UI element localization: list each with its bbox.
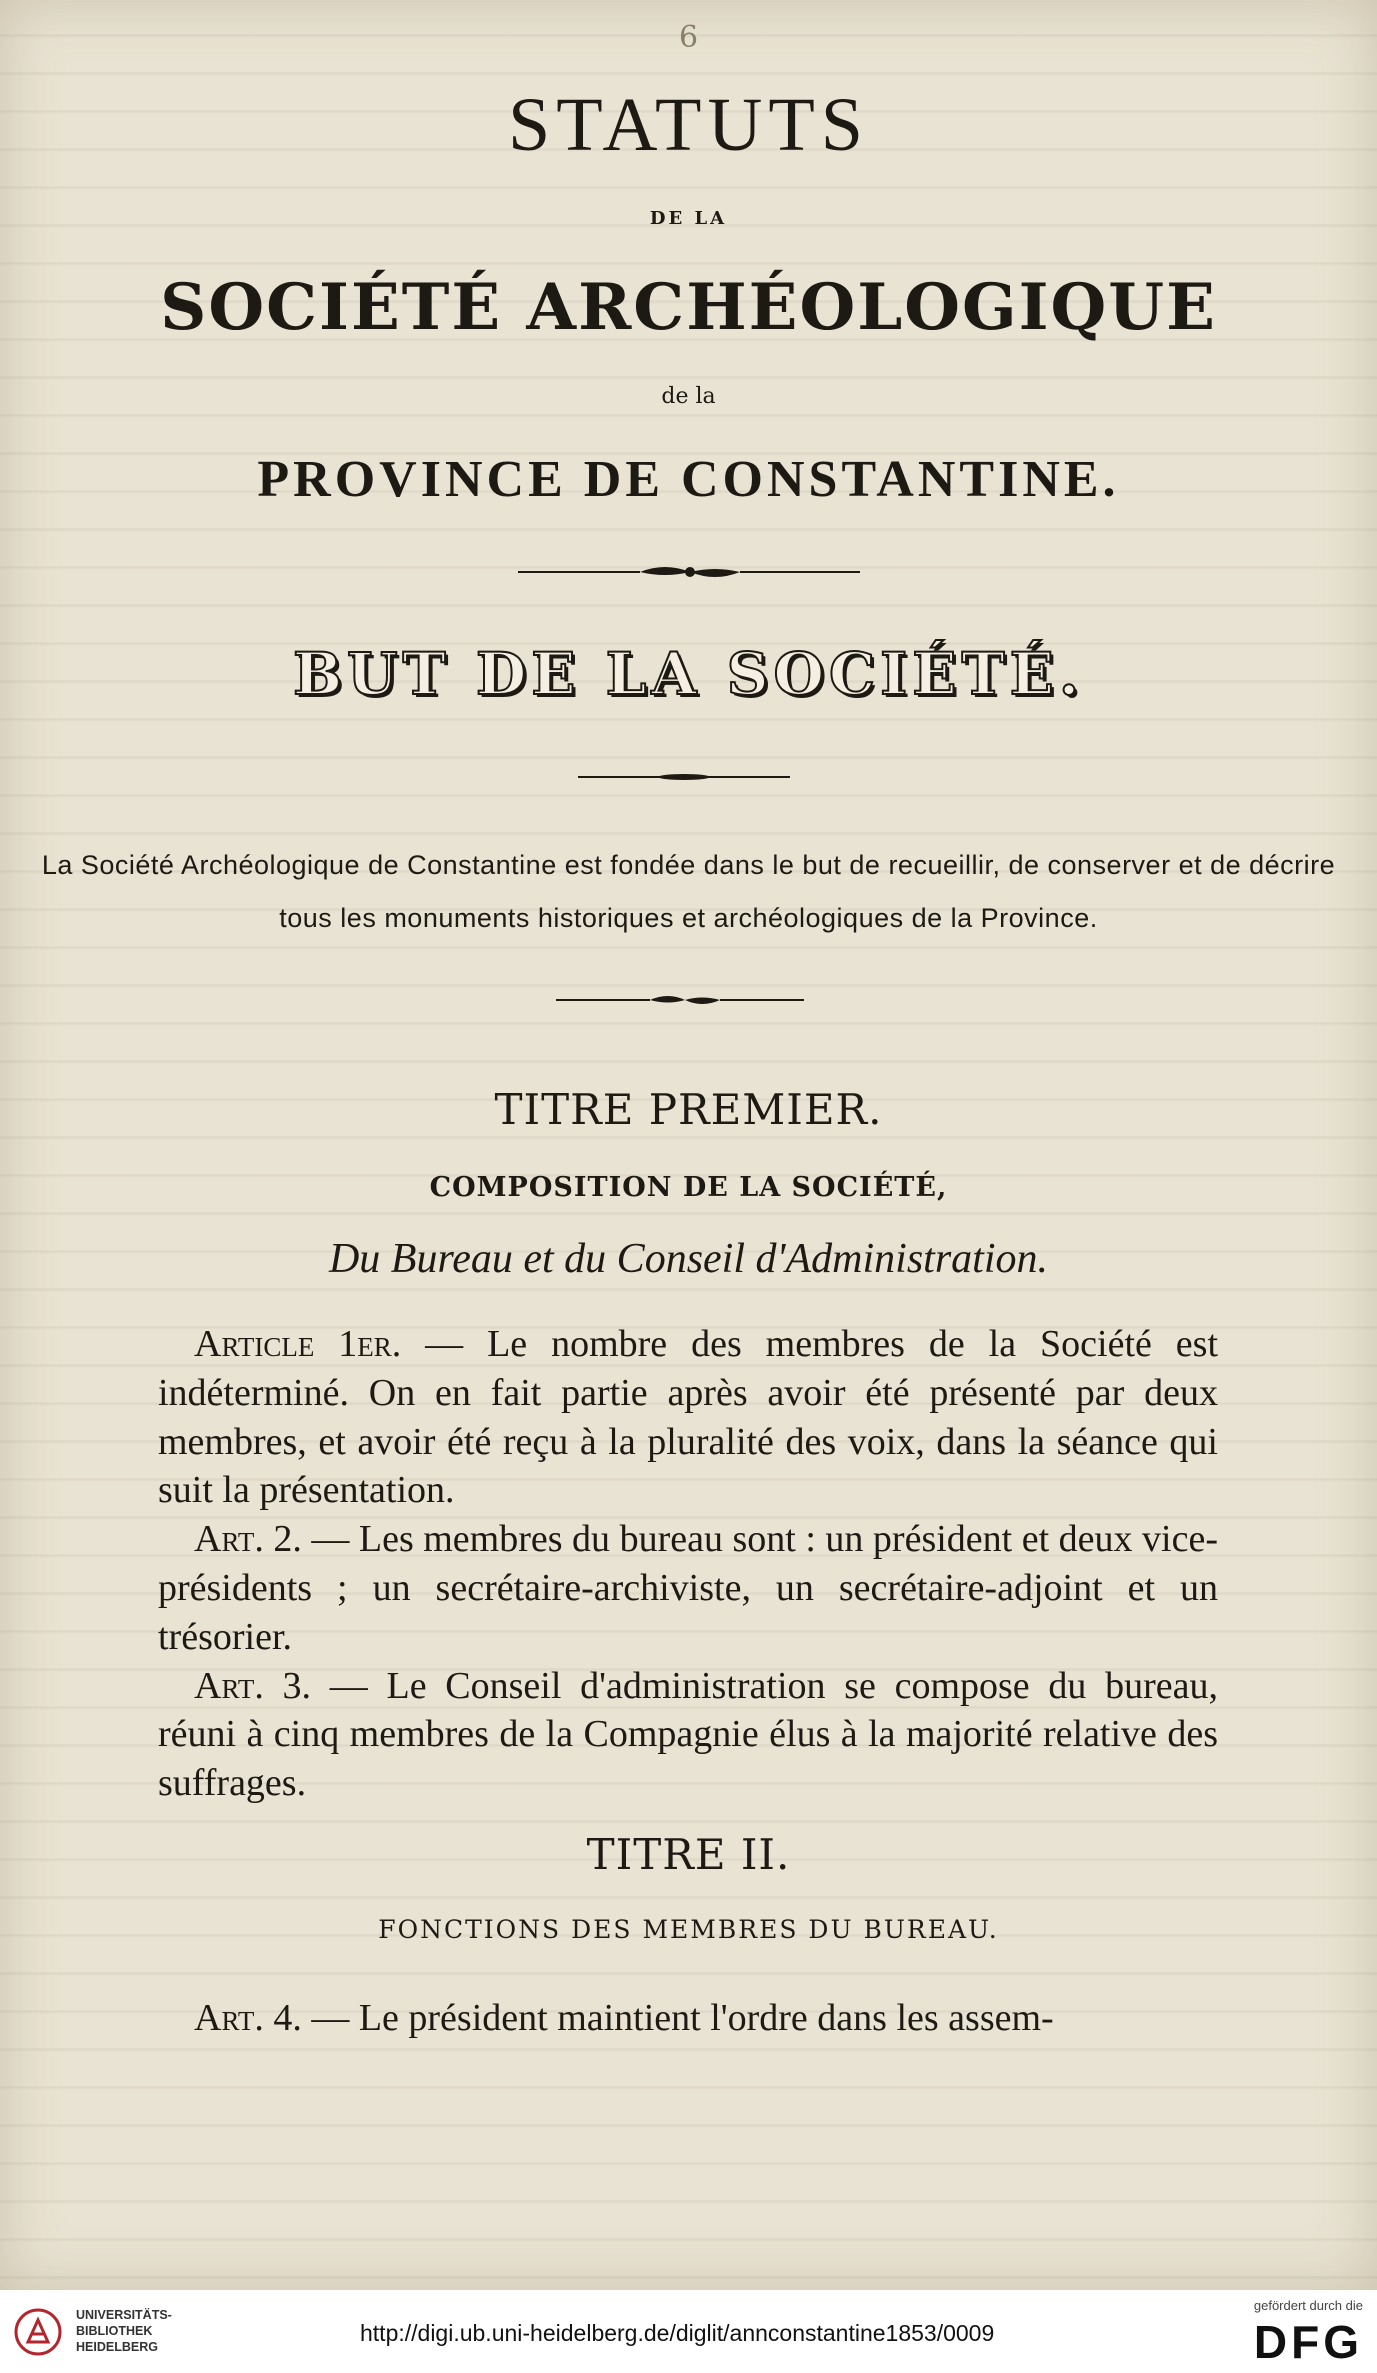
article-label: Art. 2. (194, 1518, 302, 1561)
article-text: — Le nombre des membres de la Société est indéterminé. On en fait partie après avoir été présenté par deux membres, et avoir été reçu à la pluralité des voix, dans la séance qui suit la présentation. (158, 1323, 1219, 1512)
purpose-text-line-2: tous les monuments historiques et archéologiques de la Province. (279, 903, 1098, 933)
title-connector: DE LA (649, 208, 728, 229)
article-paragraph (194, 1996, 1054, 2040)
titre-2-heading: TITRE II. (586, 1830, 791, 1879)
fonctions-heading: FONCTIONS DES MEMBRES DU BUREAU. (378, 1915, 999, 1944)
ornamental-rule (0, 980, 1377, 1020)
dfg-logo: DFG (1253, 2316, 1363, 2368)
permalink-url[interactable]: http://digi.ub.uni-heidelberg.de/diglit/annconstantine1853/0009 (360, 2320, 995, 2346)
articles-block (158, 1320, 1218, 1808)
library-name-line: UNIVERSITÄTS- (76, 2308, 172, 2322)
document-title: STATUTS (507, 83, 870, 167)
purpose-text-line-1: La Société Archéologique de Constantine est fondée dans le but de recueillir, de conserver et de décrire (41, 850, 1336, 880)
funded-by-label: gefördert durch die (1253, 2298, 1363, 2313)
article-label: Article 1er. (194, 1323, 402, 1365)
article-paragraph (158, 1515, 1218, 1661)
society-name: SOCIÉTÉ ARCHÉOLOGIQUE (160, 270, 1217, 345)
article-text: — Le Conseil d'administration se compose du bureau, réuni à cinq membres de la Compagnie élus à la majorité relative des suffrages. (158, 1664, 1219, 1805)
article-paragraph (158, 1662, 1218, 1808)
article-label: Art. 4. (194, 1997, 302, 2039)
ornamental-rule (0, 757, 1377, 797)
title-connector-lower: de la (661, 384, 716, 409)
article-label: Art. 3. (194, 1664, 312, 1707)
titre-premier-heading: TITRE PREMIER. (494, 1085, 883, 1134)
page-number: 6 (678, 20, 699, 55)
composition-heading: COMPOSITION DE LA SOCIÉTÉ, (429, 1172, 948, 1203)
ornamental-rule (0, 552, 1377, 592)
article-text: — Le président maintient l'ordre dans les assem- (311, 1997, 1054, 2039)
library-name (76, 2307, 172, 2355)
bureau-subheading: Du Bureau et du Conseil d'Administration. (328, 1236, 1049, 1282)
university-library-logo (14, 2308, 62, 2356)
purpose-heading: BUT DE LA SOCIÉTÉ. (292, 640, 1085, 708)
article-paragraph (158, 1320, 1218, 1515)
article-text: — Les membres du bureau sont : un président et deux vice-présidents ; un secrétaire-archiviste, un secrétaire-adjoint et un trésorier. (158, 1518, 1218, 1658)
province-title: PROVINCE DE CONSTANTINE. (257, 451, 1120, 508)
viewer-footer (0, 2290, 1377, 2373)
library-name-line: HEIDELBERG (76, 2340, 158, 2354)
library-name-line: BIBLIOTHEK (76, 2324, 153, 2338)
